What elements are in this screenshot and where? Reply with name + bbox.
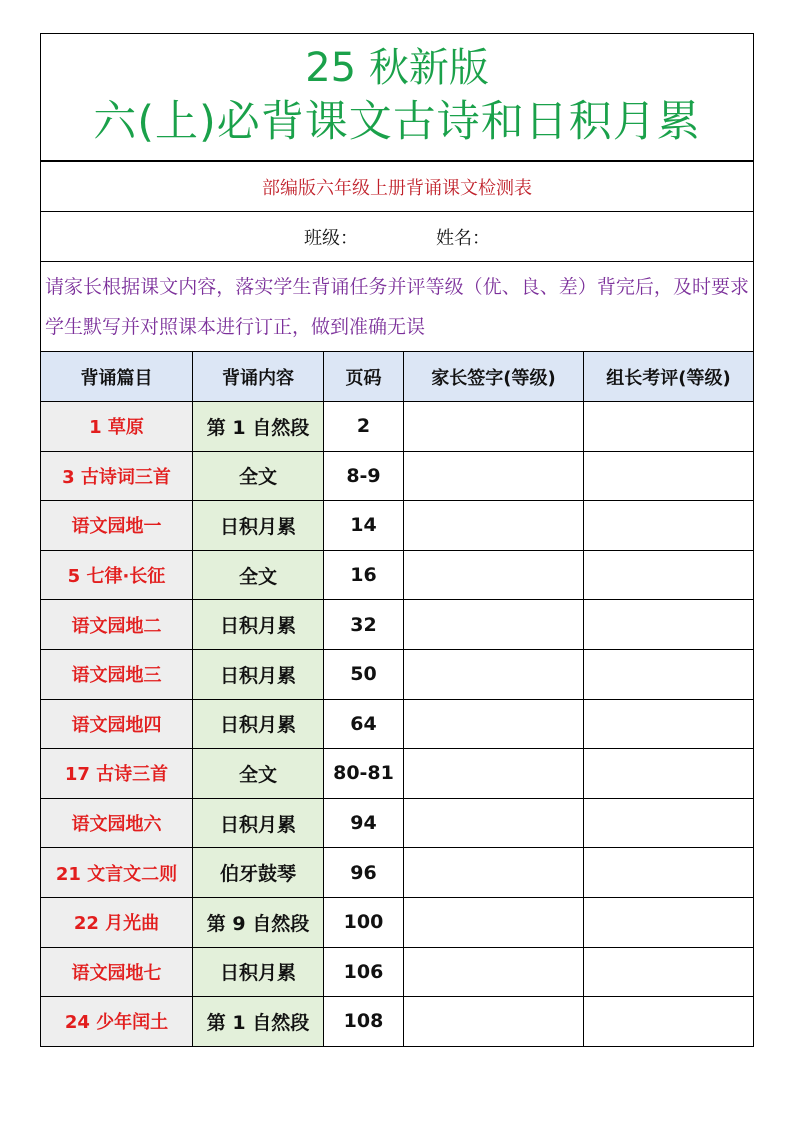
leader-review-cell[interactable] [584, 947, 754, 997]
row-content: 全文 [193, 550, 324, 600]
row-title: 语文园地一 [41, 501, 193, 551]
row-page: 14 [324, 501, 404, 551]
row-title: 语文园地二 [41, 600, 193, 650]
row-content: 全文 [193, 451, 324, 501]
parent-signature-cell[interactable] [404, 749, 584, 799]
row-content: 第 1 自然段 [193, 997, 324, 1047]
parent-signature-cell[interactable] [404, 848, 584, 898]
row-content: 全文 [193, 749, 324, 799]
table-row [41, 451, 754, 501]
table-row [41, 649, 754, 699]
parent-signature-cell[interactable] [404, 550, 584, 600]
row-title: 语文园地三 [41, 649, 193, 699]
parent-signature-cell[interactable] [404, 798, 584, 848]
table-row [41, 848, 754, 898]
parent-instructions: 请家长根据课文内容，落实学生背诵任务并评等级（优、良、差）背完后，及时要求学生默写并对照课本进行订正，做到准确无误 [41, 262, 754, 352]
title-line-1: 25 秋新版 [305, 45, 489, 91]
row-content: 伯牙鼓琴 [193, 848, 324, 898]
row-page: 80-81 [324, 749, 404, 799]
table-row [41, 600, 754, 650]
parent-signature-cell[interactable] [404, 997, 584, 1047]
row-content: 日积月累 [193, 649, 324, 699]
row-content: 第 1 自然段 [193, 402, 324, 452]
row-page: 50 [324, 649, 404, 699]
row-title: 语文园地四 [41, 699, 193, 749]
parent-signature-cell[interactable] [404, 947, 584, 997]
table-row [41, 699, 754, 749]
parent-signature-cell[interactable] [404, 402, 584, 452]
header-leader-review: 组长考评(等级) [584, 352, 754, 402]
row-content: 日积月累 [193, 947, 324, 997]
row-title: 17 古诗三首 [41, 749, 193, 799]
leader-review-cell[interactable] [584, 848, 754, 898]
row-page: 100 [324, 897, 404, 947]
table-row [41, 550, 754, 600]
leader-review-cell[interactable] [584, 649, 754, 699]
row-content: 日积月累 [193, 699, 324, 749]
row-title: 24 少年闰土 [41, 997, 193, 1047]
leader-review-cell[interactable] [584, 997, 754, 1047]
student-info-row [41, 212, 754, 262]
parent-signature-cell[interactable] [404, 897, 584, 947]
row-content: 日积月累 [193, 600, 324, 650]
table-row [41, 997, 754, 1047]
name-label: 姓名： [436, 227, 491, 249]
row-page: 2 [324, 402, 404, 452]
subtitle: 部编版六年级上册背诵课文检测表 [41, 161, 754, 212]
leader-review-cell[interactable] [584, 550, 754, 600]
row-content: 第 9 自然段 [193, 897, 324, 947]
class-label: 班级： [304, 227, 359, 249]
leader-review-cell[interactable] [584, 699, 754, 749]
row-title: 5 七律·长征 [41, 550, 193, 600]
row-title: 3 古诗词三首 [41, 451, 193, 501]
header-title: 背诵篇目 [41, 352, 193, 402]
row-title: 语文园地七 [41, 947, 193, 997]
row-title: 1 草原 [41, 402, 193, 452]
leader-review-cell[interactable] [584, 749, 754, 799]
row-page: 32 [324, 600, 404, 650]
row-content: 日积月累 [193, 501, 324, 551]
leader-review-cell[interactable] [584, 600, 754, 650]
leader-review-cell[interactable] [584, 451, 754, 501]
parent-signature-cell[interactable] [404, 451, 584, 501]
table-row [41, 798, 754, 848]
row-content: 日积月累 [193, 798, 324, 848]
row-title: 22 月光曲 [41, 897, 193, 947]
table-row [41, 897, 754, 947]
row-page: 108 [324, 997, 404, 1047]
row-page: 106 [324, 947, 404, 997]
header-parent-signature: 家长签字(等级) [404, 352, 584, 402]
table-header [41, 352, 754, 402]
header-page: 页码 [324, 352, 404, 402]
leader-review-cell[interactable] [584, 501, 754, 551]
leader-review-cell[interactable] [584, 798, 754, 848]
row-page: 64 [324, 699, 404, 749]
table-row [41, 749, 754, 799]
parent-signature-cell[interactable] [404, 649, 584, 699]
leader-review-cell[interactable] [584, 897, 754, 947]
row-page: 96 [324, 848, 404, 898]
row-title: 语文园地六 [41, 798, 193, 848]
parent-signature-cell[interactable] [404, 501, 584, 551]
recitation-check-table [40, 33, 754, 1047]
row-title: 21 文言文二则 [41, 848, 193, 898]
table-row [41, 501, 754, 551]
table-row [41, 402, 754, 452]
leader-review-cell[interactable] [584, 402, 754, 452]
table-row [41, 947, 754, 997]
parent-signature-cell[interactable] [404, 600, 584, 650]
row-page: 16 [324, 550, 404, 600]
page-title [41, 34, 754, 162]
parent-signature-cell[interactable] [404, 699, 584, 749]
row-page: 8-9 [324, 451, 404, 501]
title-line-2: 六(上)必背课文古诗和日积月累 [93, 97, 701, 147]
row-page: 94 [324, 798, 404, 848]
header-content: 背诵内容 [193, 352, 324, 402]
